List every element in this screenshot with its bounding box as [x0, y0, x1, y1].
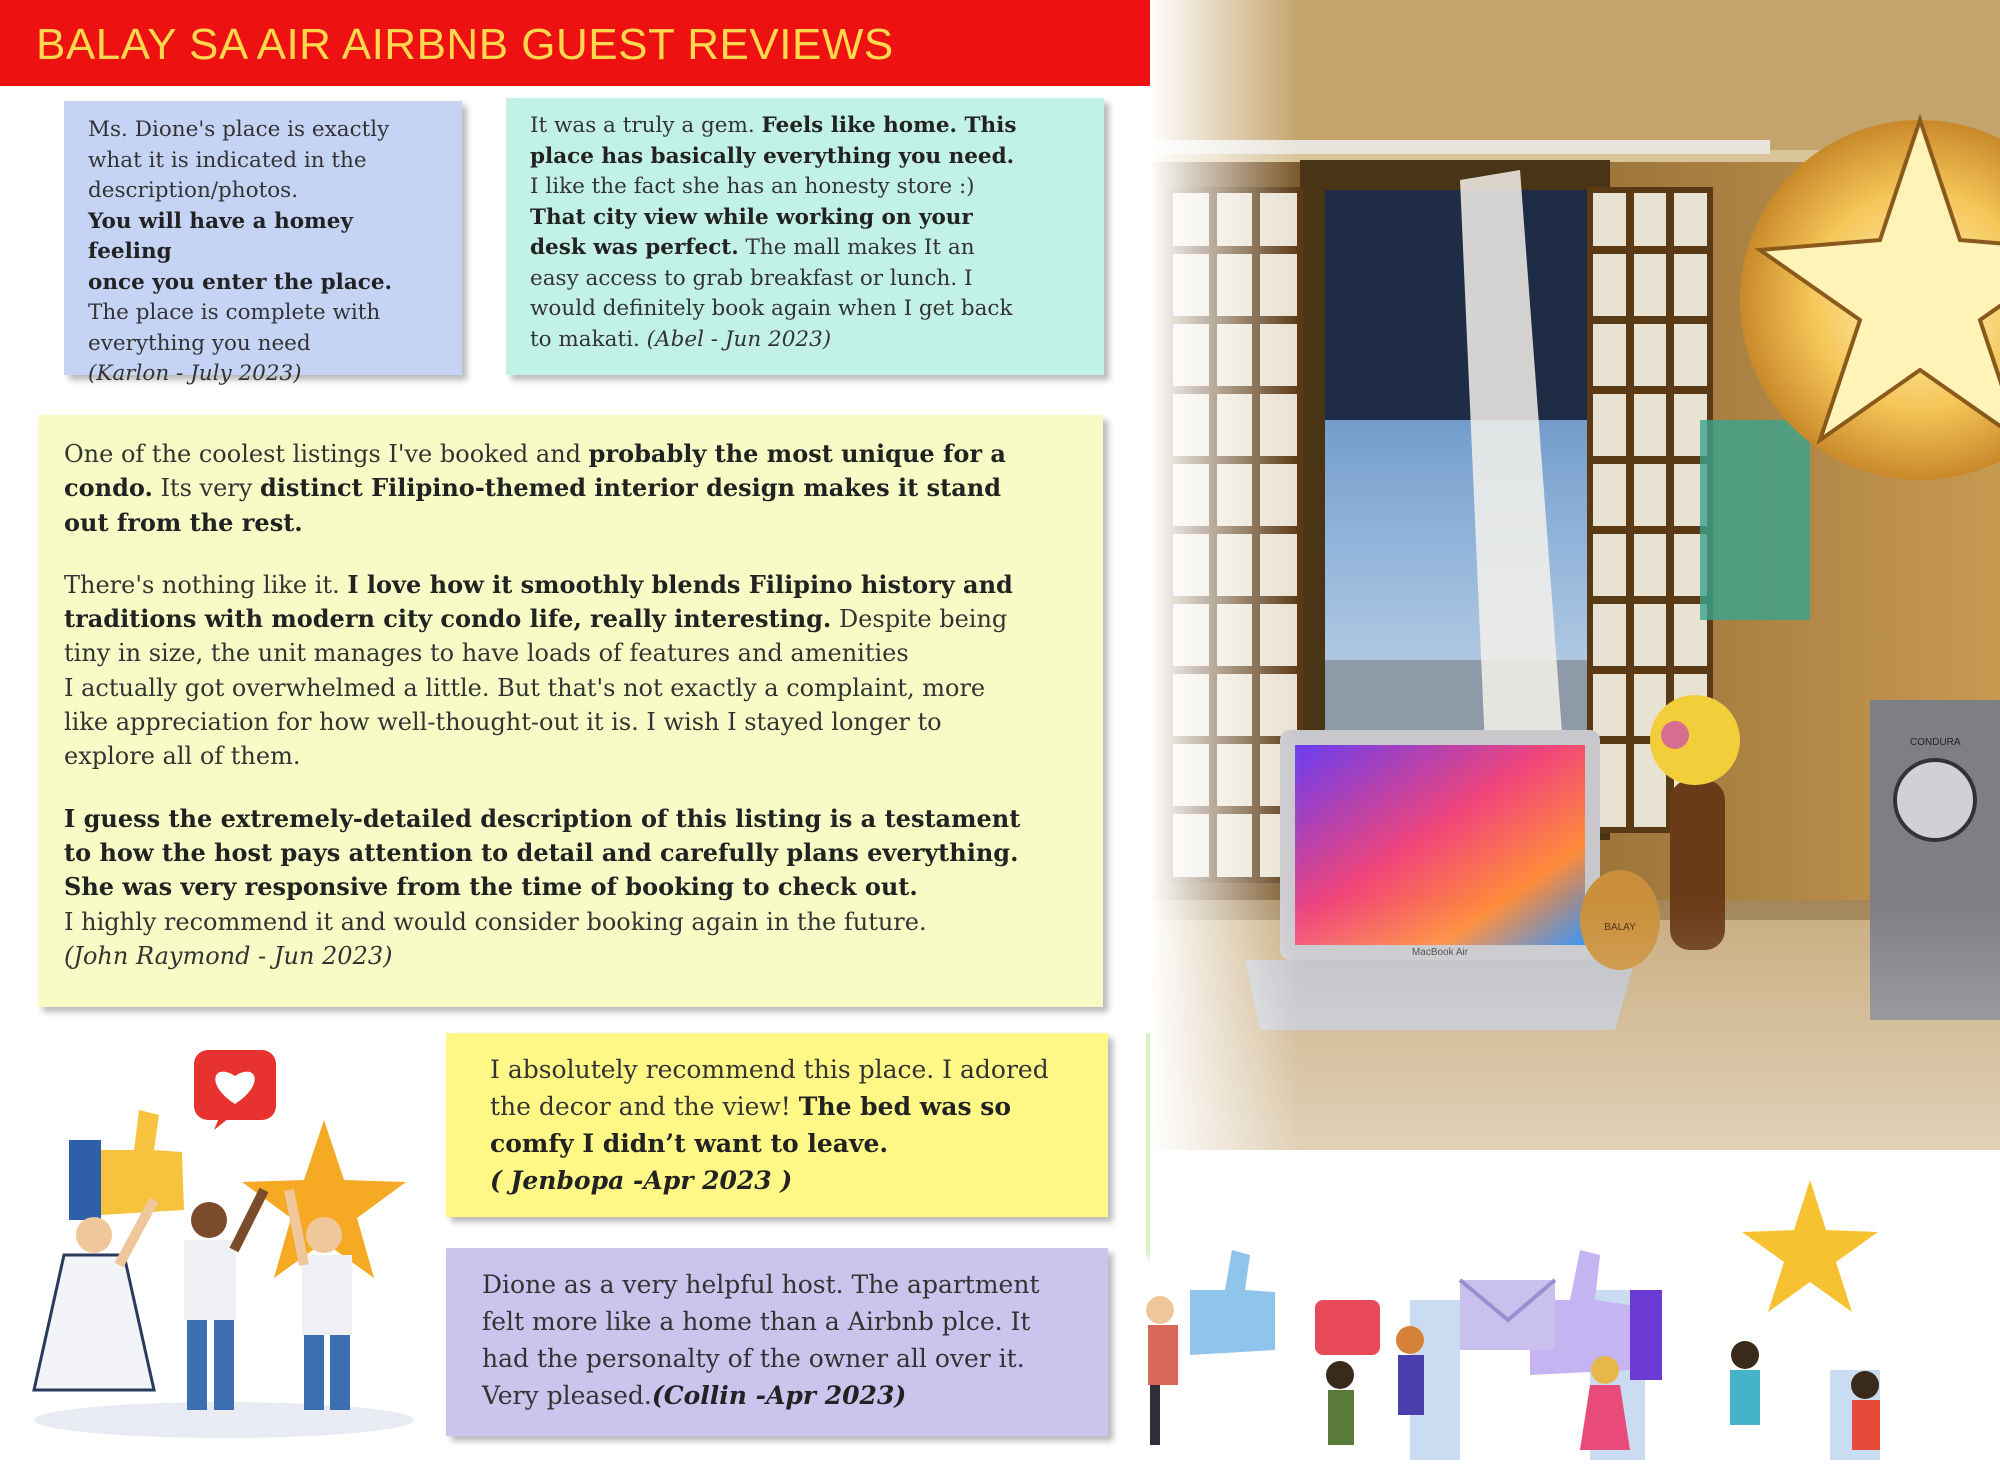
heart-icon [194, 1050, 276, 1130]
review-text: had the personalty of the owner all over it. [482, 1344, 1025, 1373]
review-text: to makati. [530, 326, 640, 352]
review-highlight: traditions with modern city condo life, really interesting. [64, 604, 832, 634]
review-highlight: place has basically everything you need. [530, 143, 1015, 169]
review-author: (Karlon - July 2023) [88, 361, 302, 386]
review-text: I actually got overwhelmed a little. But that's not exactly a complaint, more [64, 673, 986, 702]
like-icon [1190, 1250, 1275, 1355]
review-text: easy access to grab breakfast or lunch. I [530, 265, 973, 291]
star-icon [242, 1120, 406, 1278]
review-highlight: The bed was so [798, 1092, 1012, 1121]
review-highlight: condo. [64, 473, 153, 503]
rating-people-illustration [24, 1040, 424, 1450]
review-card-karlon [64, 101, 462, 386]
coffee-brand: CONDURA [1910, 737, 1961, 748]
review-highlight: to how the host pays attention to detail and carefully plans everything. [64, 837, 1019, 867]
review-highlight: You will have a homey feeling [88, 208, 353, 264]
review-text: I like the fact she has an honesty store :) [530, 174, 975, 199]
review-text: There's nothing like it. [64, 570, 340, 599]
review-text: tiny in size, the unit manages to have loads of features and amenities [64, 639, 909, 668]
star-icon [1742, 1180, 1878, 1312]
review-text: I absolutely recommend this place. I adored [490, 1055, 1049, 1084]
review-text: Despite being [838, 605, 1008, 634]
review-card-john [38, 415, 1103, 1007]
review-author: (Abel - Jun 2023) [646, 326, 832, 352]
thumbs-up-red-icon [1315, 1300, 1380, 1355]
review-text: would definitely book again when I get back [530, 296, 1013, 321]
review-text: One of the coolest listings I've booked and [64, 440, 582, 468]
review-text: The place is complete with [88, 300, 381, 325]
review-text: felt more like a home than a Airbnb plce. It [482, 1307, 1031, 1336]
review-author: (Collin -Apr 2023) [651, 1381, 907, 1410]
review-highlight: probably the most unique for a [588, 439, 1006, 468]
review-text: what it is indicated in the [88, 147, 367, 173]
review-text: Very pleased. [482, 1381, 652, 1410]
review-highlight: Feels like home. This [761, 113, 1017, 138]
review-highlight: I guess the extremely-detailed description of this listing is a testament [64, 803, 1021, 833]
review-author: ( Jenbopa -Apr 2023 ) [490, 1166, 793, 1195]
review-highlight: out from the rest. [64, 507, 303, 537]
review-text: I highly recommend it and would consider booking again in the future. [64, 907, 927, 936]
page-title: BALAY SA AIR AIRBNB GUEST REVIEWS [36, 20, 894, 69]
review-card-jenbopa [446, 1033, 1108, 1217]
review-card-abel [506, 98, 1104, 375]
review-text: Ms. Dione's place is exactly [88, 117, 390, 142]
review-highlight: I love how it smoothly blends Filipino history and [347, 569, 1013, 599]
review-highlight: once you enter the place. [88, 269, 393, 295]
review-highlight: desk was perfect. [530, 235, 739, 260]
review-text: everything you need [88, 330, 311, 356]
review-text: Dione as a very helpful host. The apartment [482, 1270, 1040, 1299]
review-text: description/photos. [88, 178, 299, 203]
review-text: The mall makes It an [745, 235, 975, 260]
review-author: (John Raymond - Jun 2023) [64, 941, 393, 970]
review-highlight: comfy I didn’t want to leave. [490, 1129, 889, 1158]
review-text: explore all of them. [64, 742, 301, 771]
review-text: the decor and the view! [490, 1092, 791, 1121]
review-text: It was a truly a gem. [530, 113, 755, 138]
review-highlight: distinct Filipino-themed interior design makes it stand [259, 473, 1001, 503]
thumbs-up-icon [69, 1110, 184, 1220]
review-highlight: She was very responsive from the time of booking to check out. [64, 872, 918, 902]
feedback-people-illustration [1130, 1140, 1990, 1460]
review-text: like appreciation for how well-thought-out it is. I wish I stayed longer to [64, 708, 942, 737]
envelope-icon [1460, 1280, 1555, 1350]
review-highlight: That city view while working on your [530, 204, 973, 230]
review-card-collin [446, 1248, 1108, 1436]
title-banner [0, 0, 1150, 86]
review-text: Its very [160, 474, 253, 503]
